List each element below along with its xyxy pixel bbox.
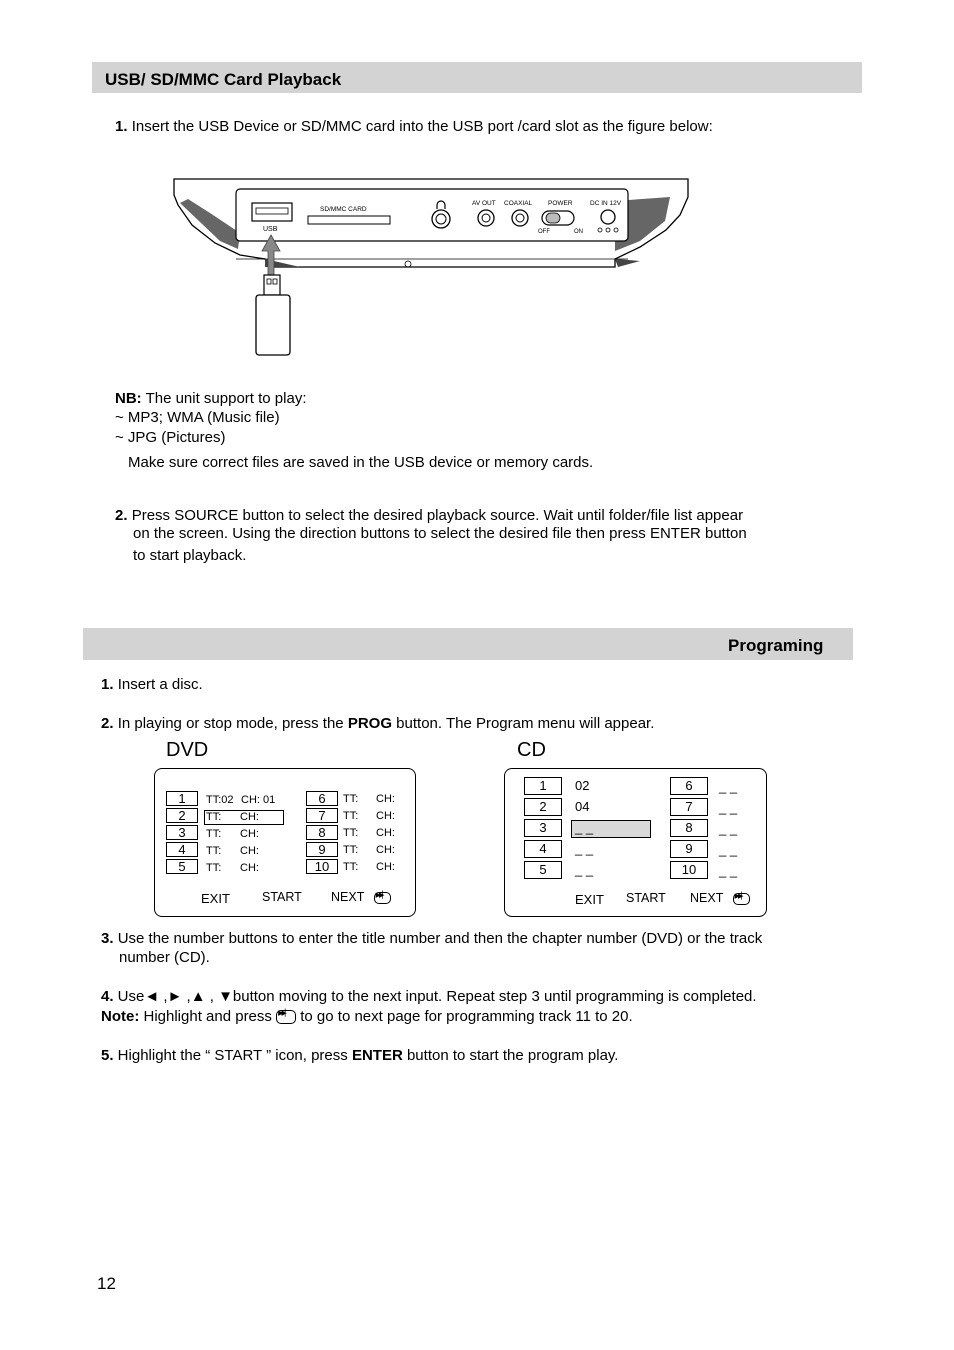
dvd-label: DVD xyxy=(166,739,209,761)
prog-step3-text1: Use the number buttons to enter the title number and then the chapter number (DVD) or the track xyxy=(117,930,763,947)
dvd-next-button[interactable] xyxy=(331,890,391,904)
dvd-slot-number[interactable]: 8 xyxy=(306,825,338,840)
dvd-slot-number[interactable]: 7 xyxy=(306,808,338,823)
dvd-title-field: TT: xyxy=(343,810,359,822)
cd-slot-number[interactable]: 10 xyxy=(670,861,708,879)
dvd-chapter-field: CH: xyxy=(376,861,395,873)
note-pre: Highlight and press xyxy=(139,1008,277,1025)
nb-label: NB: xyxy=(115,390,142,407)
usb-step2-number: 2. xyxy=(115,507,128,524)
prog-step2-number: 2. xyxy=(101,715,114,732)
dvd-chapter-field: CH: xyxy=(240,845,259,857)
cd-slot-number[interactable]: 6 xyxy=(670,777,708,795)
cd-track-field: _ _ xyxy=(719,800,738,815)
nb-text: The unit support to play: xyxy=(141,390,307,407)
prog-step1 xyxy=(101,676,203,693)
dvd-title-field: TT: xyxy=(343,793,359,805)
dvd-chapter-field: CH: xyxy=(240,862,259,874)
cd-slot-number[interactable]: 9 xyxy=(670,840,708,858)
prog-note xyxy=(101,1008,633,1025)
usb-section-title: USB/ SD/MMC Card Playback xyxy=(105,70,342,89)
usb-step1-text: Insert the USB Device or SD/MMC card into the USB port /card slot as the figure below: xyxy=(131,118,713,135)
cd-track-field: _ _ xyxy=(719,842,738,857)
prog-step2-post: button. The Program menu will appear. xyxy=(392,715,655,732)
prog-step1-text: Insert a disc. xyxy=(117,676,203,693)
dvd-title-field: TT:02 xyxy=(206,794,234,806)
prog-step3-line2: number (CD). xyxy=(119,949,210,966)
prog-step5-post: button to start the program play. xyxy=(402,1047,619,1064)
cd-slot-number[interactable]: 4 xyxy=(524,840,562,858)
dvd-slot-number[interactable]: 2 xyxy=(166,808,198,823)
diagram-coaxial-label: COAXIAL xyxy=(504,200,533,207)
dvd-slot-number[interactable]: 9 xyxy=(306,842,338,857)
nb-item-jpg: ~ JPG (Pictures) xyxy=(115,429,226,446)
dvd-slot-number[interactable]: 1 xyxy=(166,791,198,806)
usb-step2-line3: to start playback. xyxy=(133,547,247,564)
dvd-exit-button[interactable]: EXIT xyxy=(201,891,230,906)
prog-section-title: Programing xyxy=(728,636,824,655)
dvd-chapter-field: CH: 01 xyxy=(241,794,276,806)
cd-program-menu xyxy=(504,768,767,917)
dvd-title-field: TT: xyxy=(343,861,359,873)
prog-step3-number: 3. xyxy=(101,930,114,947)
diagram-usb-label: USB xyxy=(263,226,278,233)
usb-step2-text1: Press SOURCE button to select the desired playback source. Wait until folder/file list appear xyxy=(131,507,744,524)
dvd-slot-number[interactable]: 5 xyxy=(166,859,198,874)
prog-step4 xyxy=(101,988,757,1005)
nb-line xyxy=(115,390,307,407)
cd-track-field: _ _ xyxy=(575,862,594,877)
prog-step4-text: Use◄ ,► ,▲ , ▼button moving to the next input. Repeat step 3 until programming is completed. xyxy=(113,988,757,1005)
nb-item-mp3: ~ MP3; WMA (Music file) xyxy=(115,409,280,426)
cd-slot-number[interactable]: 7 xyxy=(670,798,708,816)
dvd-title-field: TT: xyxy=(343,827,359,839)
diagram-dc-label: DC IN 12V xyxy=(590,200,622,207)
cd-track-field: 04 xyxy=(575,799,590,814)
dvd-slot-number[interactable]: 3 xyxy=(166,825,198,840)
dvd-title-field: TT: xyxy=(206,811,222,823)
prog-step2-bold: PROG xyxy=(347,715,393,732)
dvd-title-field: TT: xyxy=(206,845,222,857)
prog-step3-line1 xyxy=(101,930,762,947)
prog-step4-number: 4. xyxy=(101,988,114,1005)
dvd-chapter-field: CH: xyxy=(376,844,395,856)
cd-exit-button[interactable]: EXIT xyxy=(575,892,604,907)
diagram-power-label: POWER xyxy=(548,200,573,207)
cd-track-field: _ _ xyxy=(719,863,738,878)
nb-note: Make sure correct files are saved in the USB device or memory cards. xyxy=(128,454,594,471)
dvd-slot-number[interactable]: 10 xyxy=(306,859,338,874)
cd-slot-number[interactable]: 1 xyxy=(524,777,562,795)
dvd-slot-number[interactable]: 4 xyxy=(166,842,198,857)
fast-forward-icon xyxy=(276,1010,296,1024)
cd-label: CD xyxy=(517,739,546,761)
dvd-chapter-field: CH: xyxy=(376,793,395,805)
cd-slot-number[interactable]: 3 xyxy=(524,819,562,837)
prog-step5-bold: ENTER xyxy=(351,1047,403,1064)
diagram-off-label: OFF xyxy=(538,229,550,235)
page-number: 12 xyxy=(97,1274,116,1293)
dvd-next-label: NEXT xyxy=(331,890,365,904)
dvd-program-menu xyxy=(154,768,416,917)
dvd-chapter-field: CH: xyxy=(376,827,395,839)
cd-start-button[interactable]: START xyxy=(626,891,666,905)
cd-slot-number[interactable]: 5 xyxy=(524,861,562,879)
usb-step2-line1 xyxy=(115,507,743,524)
diagram-on-label: ON xyxy=(574,229,583,235)
prog-step5 xyxy=(101,1047,618,1064)
dvd-chapter-field: CH: xyxy=(240,811,259,823)
cd-slot-number[interactable]: 8 xyxy=(670,819,708,837)
prog-step2 xyxy=(101,715,654,732)
prog-step5-number: 5. xyxy=(101,1047,114,1064)
cd-track-field: 02 xyxy=(575,778,590,793)
fast-forward-icon xyxy=(374,892,391,904)
prog-step5-pre: Highlight the “ START ” icon, press xyxy=(113,1047,352,1064)
diagram-sd-label: SD/MMC CARD xyxy=(320,206,367,213)
cd-track-field: _ _ xyxy=(575,841,594,856)
prog-step2-pre: In playing or stop mode, press the xyxy=(117,715,348,732)
dvd-chapter-field: CH: xyxy=(240,828,259,840)
note-label: Note: xyxy=(101,1008,140,1025)
cd-track-field: _ _ xyxy=(575,820,594,835)
prog-step1-number: 1. xyxy=(101,676,114,693)
fast-forward-icon xyxy=(733,893,750,905)
device-side-panel-diagram xyxy=(170,175,692,360)
cd-track-field: _ _ xyxy=(719,779,738,794)
usb-step2-line2: on the screen. Using the direction buttons to select the desired file then press ENTER button xyxy=(133,525,747,542)
dvd-slot-number[interactable]: 6 xyxy=(306,791,338,806)
cd-track-field: _ _ xyxy=(719,821,738,836)
cd-slot-number[interactable]: 2 xyxy=(524,798,562,816)
note-post: to go to next page for programming track 11 to 20. xyxy=(296,1008,633,1025)
dvd-title-field: TT: xyxy=(206,828,222,840)
dvd-start-button[interactable]: START xyxy=(262,890,302,904)
dvd-chapter-field: CH: xyxy=(376,810,395,822)
usb-step1 xyxy=(115,118,713,135)
dvd-title-field: TT: xyxy=(206,862,222,874)
usb-step1-number: 1. xyxy=(115,118,128,135)
cd-next-label: NEXT xyxy=(690,891,724,905)
dvd-title-field: TT: xyxy=(343,844,359,856)
diagram-av-out-label: AV OUT xyxy=(472,200,496,207)
cd-next-button[interactable] xyxy=(690,891,750,905)
